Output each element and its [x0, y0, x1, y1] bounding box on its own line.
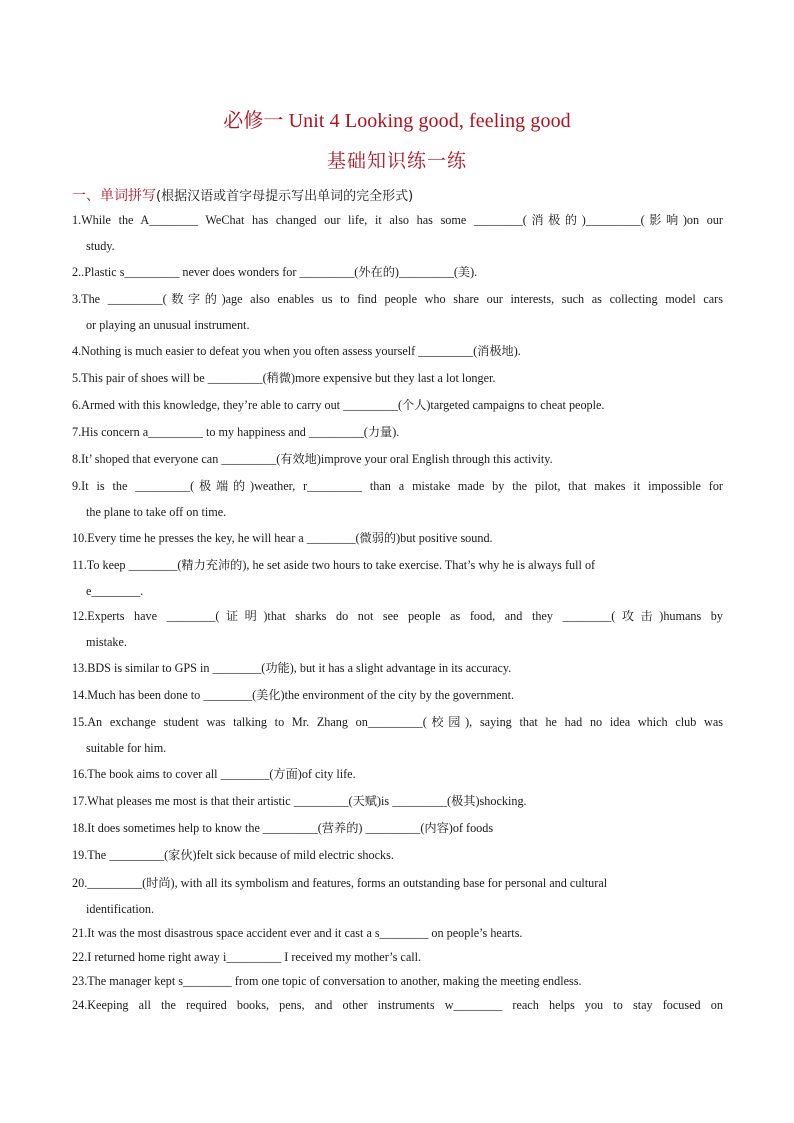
- question-text: 3.The _________(数字的)age also enables us to find people who share our interests, such as collecting model cars: [72, 292, 723, 306]
- question-7: [72, 419, 723, 445]
- question-18: [72, 815, 723, 841]
- question-14: [72, 682, 723, 708]
- question-text: 19.The _________(家伙)felt sick because of mild electric shocks.: [72, 848, 394, 862]
- question-text: 10.Every time he presses the key, he will hear a ________(微弱的)but positive sound.: [72, 531, 493, 545]
- question-continuation: suitable for him.: [86, 741, 167, 755]
- question-text: 13.BDS is similar to GPS in ________(功能), but it has a slight advantage in its accuracy.: [72, 661, 512, 675]
- question-22: [72, 944, 723, 970]
- question-24: [72, 992, 723, 1018]
- question-text: 18.It does sometimes help to know the _________(营养的) _________(内容)of foods: [72, 821, 494, 835]
- question-5: [72, 365, 723, 391]
- question-continuation: study.: [86, 239, 115, 253]
- question-continuation: identification.: [86, 902, 155, 916]
- question-text: 2..Plastic s_________ never does wonders for _________(外在的)_________(美).: [72, 265, 478, 279]
- question-continuation: the plane to take off on time.: [86, 505, 227, 519]
- question-4: [72, 338, 723, 364]
- question-17: [72, 788, 723, 814]
- question-text: 20._________(时尚), with all its symbolism and features, forms an outstanding base for personal and cultural: [72, 876, 608, 890]
- question-text: 15.An exchange student was talking to Mr. Zhang on_________(校园), saying that he had no idea which club was: [72, 715, 723, 729]
- section-heading: [72, 185, 413, 205]
- question-text: 8.It’ shoped that everyone can _________(有效地)improve your oral English through this activity.: [72, 452, 553, 466]
- question-text: 14.Much has been done to ________(美化)the environment of the city by the government.: [72, 688, 515, 702]
- question-19: [72, 842, 723, 868]
- question-11: [72, 552, 723, 604]
- section-instruction: (根据汉语或首字母提示写出单词的完全形式): [156, 189, 414, 204]
- question-1: [72, 207, 723, 259]
- question-15: [72, 709, 723, 761]
- section-number: 一、单词拼写: [72, 188, 156, 204]
- question-12: [72, 603, 723, 655]
- question-2: [72, 259, 723, 285]
- question-text: 6.Armed with this knowledge, they’re able to carry out _________(个人)targeted campaigns to cheat people.: [72, 398, 605, 412]
- question-16: [72, 761, 723, 787]
- question-text: 16.The book aims to cover all ________(方面)of city life.: [72, 767, 356, 781]
- question-3: [72, 286, 723, 338]
- question-21: [72, 920, 723, 946]
- question-23: [72, 968, 723, 994]
- question-8: [72, 446, 723, 472]
- question-continuation: e________.: [86, 584, 144, 598]
- question-text: 4.Nothing is much easier to defeat you when you often assess yourself _________(消极地).: [72, 344, 521, 358]
- question-text: 21.It was the most disastrous space accident ever and it cast a s________ on people’s hearts.: [72, 926, 523, 940]
- question-text: 23.The manager kept s________ from one topic of conversation to another, making the meeting endless.: [72, 974, 582, 988]
- question-6: [72, 392, 723, 418]
- question-continuation: or playing an unusual instrument.: [86, 318, 250, 332]
- question-continuation: mistake.: [86, 635, 127, 649]
- question-9: [72, 473, 723, 525]
- question-text: 5.This pair of shoes will be _________(稍微)more expensive but they last a lot longer.: [72, 371, 496, 385]
- question-text: 1.While the A________ WeChat has changed our life, it also has some ________(消极的)_________(影响)on our: [72, 213, 723, 227]
- question-text: 9.It is the _________(极端的)weather, r_________ than a mistake made by the pilot, that makes it impossible for: [72, 479, 723, 493]
- page-title: 必修一 Unit 4 Looking good, feeling good: [223, 110, 571, 132]
- question-text: 11.To keep ________(精力充沛的), he set aside two hours to take exercise. That’s why he is always full of: [72, 558, 596, 572]
- question-text: 7.His concern a_________ to my happiness and _________(力量).: [72, 425, 400, 439]
- question-text: 22.I returned home right away i_________ I received my mother’s call.: [72, 950, 422, 964]
- question-text: 17.What pleases me most is that their artistic _________(天赋)is _________(极其)shocking.: [72, 794, 527, 808]
- question-text: 12.Experts have ________(证明)that sharks do not see people as food, and they ________(攻击)humans by: [72, 609, 723, 623]
- question-20: [72, 870, 723, 922]
- question-13: [72, 655, 723, 681]
- page-subtitle: 基础知识练一练: [326, 151, 467, 172]
- question-10: [72, 525, 723, 551]
- question-text: 24.Keeping all the required books, pens, and other instruments w________ reach helps you to stay focused on: [72, 998, 723, 1012]
